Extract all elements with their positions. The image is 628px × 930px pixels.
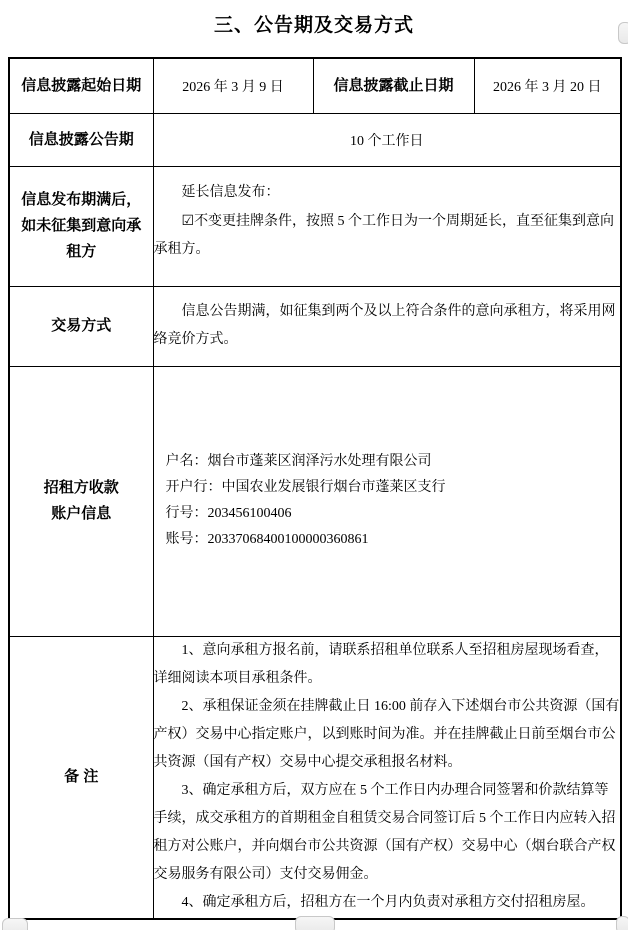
disclosure-end-date-label: 信息披露截止日期 [313, 58, 474, 113]
account-info-label-line1: 招租方收款 [43, 479, 119, 496]
table-row [9, 366, 621, 636]
account-info-label-line2: 账户信息 [51, 505, 112, 522]
transaction-method-label: 交易方式 [9, 286, 153, 366]
checked-checkbox-icon: ☑ [181, 212, 195, 229]
horizontal-scrollbar-right-fragment[interactable] [616, 916, 628, 930]
extension-option-paragraph [154, 207, 621, 264]
disclosure-start-date-label: 信息披露起始日期 [9, 58, 153, 113]
table-row [9, 636, 621, 919]
announcement-period-value: 10 个工作日 [153, 113, 621, 166]
extension-label-line2: 如未征集到意向承 [21, 217, 142, 234]
extension-label-line1: 信息发布期满后， [21, 191, 142, 208]
announcement-period-label: 信息披露公告期 [9, 113, 153, 166]
extension-label [9, 166, 153, 286]
remark-item-2: 2、承租保证金须在挂牌截止日 16:00 前存入下述烟台市公共资源（国有产权）交易中心指定账户，以到账时间为准。并在挂牌截止日前至烟台市公共资源（国有产权）交易中心提交承租报名材料。 [153, 699, 620, 771]
remark-item-3: 3、确定承租方后，双方应在 5 个工作日内办理合同签署和价款结算等手续，成交承租方的首期租金自租赁交易合同签订后 5 个工作日内应转入招租方对公账户，并向烟台市公共资源（国有产权）交易中心（烟台联合产权交易服务有限公司）支付交易佣金。 [153, 783, 616, 883]
extension-content [153, 166, 621, 286]
table-row [9, 58, 621, 113]
account-info-label [9, 366, 153, 636]
page-title: 三、公告期及交易方式 [213, 15, 414, 36]
horizontal-scrollbar-left-fragment[interactable] [2, 918, 28, 930]
extension-intro-text: 延长信息发布： [181, 184, 280, 200]
bank-name: 开户行：中国农业发展银行烟台市蓬莱区支行 [165, 480, 446, 495]
vertical-scrollbar-fragment[interactable] [618, 22, 628, 44]
table-row [9, 113, 621, 166]
disclosure-start-date-value: 2026 年 3 月 9 日 [153, 58, 313, 113]
table-row [9, 166, 621, 286]
bank-number: 行号：203456100406 [165, 506, 292, 521]
remark-item-4: 4、确定承租方后，招租方在一个月内负责对承租方交付招租房屋。 [181, 895, 595, 911]
remarks-label: 备 注 [9, 636, 153, 919]
account-holder-name: 户名：烟台市蓬莱区润泽污水处理有限公司 [165, 454, 432, 469]
extension-label-line3: 租方 [66, 243, 97, 260]
table-row [9, 286, 621, 366]
horizontal-scrollbar-thumb[interactable] [295, 916, 335, 930]
transaction-method-content [153, 286, 621, 366]
remark-item-1: 1、意向承租方报名前，请联系招租单位联系人至招租房屋现场看查，详细阅读本项目承租条件。 [153, 643, 609, 687]
announcement-table [8, 57, 622, 920]
account-number: 账号：20337068400100000360861 [165, 532, 369, 547]
transaction-method-text: 信息公告期满，如征集到两个及以上符合条件的意向承租方，将采用网络竞价方式。 [153, 304, 616, 347]
remarks-content [153, 636, 621, 919]
account-info-content [153, 366, 621, 636]
disclosure-end-date-value: 2026 年 3 月 20 日 [474, 58, 621, 113]
extension-option-text: 不变更挂牌条件，按照 5 个工作日为一个周期延长，直至征集到意向承租方。 [153, 213, 615, 257]
